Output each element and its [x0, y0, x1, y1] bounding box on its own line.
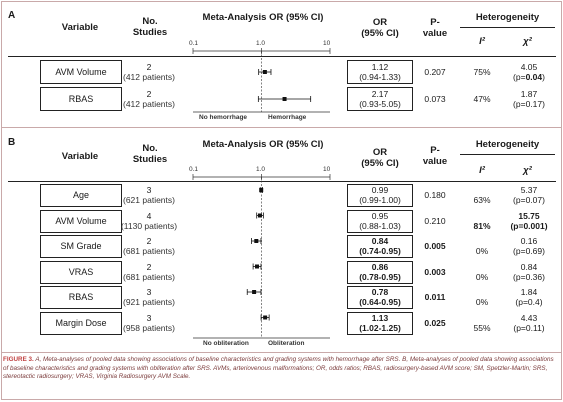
axis-tick-b-2: 10 — [323, 166, 331, 173]
pvalue-a-1: 0.073 — [424, 94, 446, 104]
row-label-b-4: RBAS — [68, 292, 94, 302]
pvalue-b-5: 0.025 — [424, 318, 446, 328]
or-b-0: 0.99 (0.99-1.00) — [359, 185, 401, 205]
pvalue-b-2: 0.005 — [424, 241, 446, 251]
direction-left-b: No obliteration — [203, 340, 249, 347]
or-b-4: 0.78 (0.64-0.95) — [359, 287, 401, 307]
or-b-2: 0.84 (0.74-0.95) — [359, 236, 401, 256]
chi2-a-1: 1.87 (p=0.17) — [513, 89, 545, 109]
chi2-a-0: 4.05 (p=0.04) — [513, 62, 545, 82]
pvalue-b-4: 0.011 — [424, 292, 446, 302]
or-point-b-1 — [258, 214, 262, 218]
row-label-b-1: AVM Volume — [55, 216, 107, 226]
direction-left-a: No hemorrhage — [199, 114, 248, 121]
header-nstudies-b: No. Studies — [132, 143, 168, 165]
nstudies-a-0: 2 (412 patients) — [123, 62, 175, 82]
or-point-b-4 — [252, 290, 256, 294]
row-label-b-3: VRAS — [68, 267, 94, 277]
chi2-b-0: 5.37 (p=0.07) — [513, 185, 545, 205]
header-meta-a: Meta-Analysis OR (95% CI) — [202, 12, 324, 23]
header-or-a: OR (95% CI) — [361, 17, 399, 39]
header-i2-a: I² — [479, 36, 485, 47]
row-label-b-5: Margin Dose — [55, 318, 107, 328]
pvalue-b-3: 0.003 — [424, 267, 446, 277]
header-heterogeneity-a: Heterogeneity — [475, 12, 540, 23]
row-label-a-0: AVM Volume — [55, 67, 107, 77]
axis-tick-b-0: 0.1 — [189, 166, 199, 173]
header-variable-b: Variable — [61, 151, 99, 162]
or-b-3: 0.86 (0.78-0.95) — [359, 262, 401, 282]
or-point-b-2 — [254, 239, 258, 243]
header-heterogeneity-b: Heterogeneity — [475, 139, 540, 150]
i2-b-5: 55% — [473, 323, 491, 333]
header-or-b: OR (95% CI) — [361, 147, 399, 169]
chi2-b-4: 1.84 (p=0.4) — [515, 287, 543, 307]
nstudies-a-1: 2 (412 patients) — [123, 89, 175, 109]
caption-rule — [1, 352, 562, 353]
row-label-b-0: Age — [72, 190, 89, 200]
chi2-b-3: 0.84 (p=0.36) — [513, 262, 545, 282]
i2-b-0: 63% — [473, 195, 491, 205]
row-label-a-1: RBAS — [68, 94, 94, 104]
header-i2-b: I² — [479, 165, 485, 176]
direction-right-b: Obliteration — [268, 340, 305, 347]
chi2-b-2: 0.16 (p=0.69) — [513, 236, 545, 256]
or-point-b-5 — [263, 316, 267, 320]
nstudies-b-1: 4 (1130 patients) — [120, 211, 178, 231]
or-a-1: 2.17 (0.93-5.05) — [359, 89, 401, 109]
axis-tick-a-0: 0.1 — [189, 40, 199, 47]
caption-text: A, Meta-analyses of pooled data showing associations of baseline characteristics and grading systems with hemorrhage after SRS. B, Meta-analyses of pooled data showing associations of baseline characteristics and grading systems with obliteration after SRS. AVMs, arteriovenous malformations; OR, odds ratios; RBAS, radiosurgery-based AVM score; SM, Spetzler-Martin; SRS, stereotactic radiosurgery; VRAS, Virginia Radiosurgery AVM Scale. — [3, 356, 554, 380]
or-b-1: 0.95 (0.88-1.03) — [359, 211, 401, 231]
i2-a-1: 47% — [473, 94, 491, 104]
pvalue-b-1: 0.210 — [424, 216, 446, 226]
i2-b-4: 0% — [475, 297, 489, 307]
chi2-b-1: 15.75 (p=0.001) — [510, 211, 548, 231]
or-point-b-3 — [255, 265, 259, 269]
figure-caption — [3, 356, 559, 382]
header-meta-b: Meta-Analysis OR (95% CI) — [202, 139, 324, 150]
header-variable-a: Variable — [61, 22, 99, 33]
or-b-5: 1.13 (1.02-1.25) — [359, 313, 401, 333]
nstudies-b-0: 3 (621 patients) — [123, 185, 175, 205]
panel-letter-b: B — [8, 137, 16, 148]
header-chi2-b: χ² — [523, 165, 532, 176]
header-chi2-a: χ² — [523, 36, 532, 47]
direction-right-a: Hemorrhage — [268, 114, 307, 121]
nstudies-b-2: 2 (681 patients) — [123, 236, 175, 256]
or-point-b-0 — [259, 188, 263, 192]
header-pvalue-b: P- value — [422, 145, 448, 167]
axis-tick-a-2: 10 — [323, 40, 331, 47]
panel-letter-a: A — [8, 10, 16, 21]
i2-b-1: 81% — [473, 221, 491, 231]
i2-b-3: 0% — [475, 272, 489, 282]
axis-tick-a-1: 1.0 — [256, 40, 266, 47]
or-a-0: 1.12 (0.94-1.33) — [359, 62, 401, 82]
axis-tick-b-1: 1.0 — [256, 166, 266, 173]
row-label-b-2: SM Grade — [60, 241, 102, 251]
pvalue-b-0: 0.180 — [424, 190, 446, 200]
i2-b-2: 0% — [475, 246, 489, 256]
header-nstudies-a: No. Studies — [132, 16, 168, 38]
caption-label: FIGURE 3. — [3, 356, 34, 363]
pvalue-a-0: 0.207 — [424, 67, 446, 77]
nstudies-b-4: 3 (921 patients) — [123, 287, 175, 307]
nstudies-b-5: 3 (958 patients) — [123, 313, 175, 333]
nstudies-b-3: 2 (681 patients) — [123, 262, 175, 282]
header-pvalue-a: P- value — [422, 17, 448, 39]
chi2-b-5: 4.43 (p=0.11) — [513, 313, 545, 333]
i2-a-0: 75% — [473, 67, 491, 77]
